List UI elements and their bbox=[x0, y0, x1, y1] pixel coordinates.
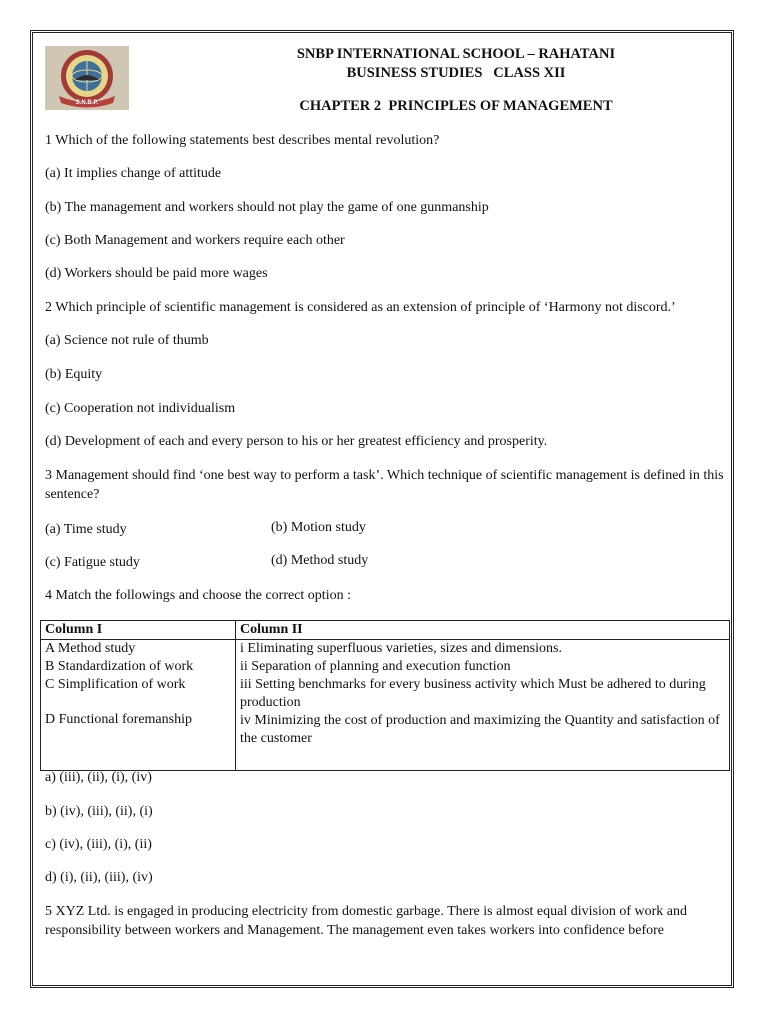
column-1-item: A Method study bbox=[45, 641, 136, 656]
question-4: 4 Match the followings and choose the correct option : bbox=[45, 588, 351, 603]
question-1: 1 Which of the following statements best describes mental revolution? bbox=[45, 133, 440, 148]
column-2-item: iii Setting benchmarks for every business activity which Must be adhered to during production bbox=[240, 677, 706, 710]
q3-option-d: (d) Method study bbox=[271, 553, 369, 568]
q4-option-d: d) (i), (ii), (iii), (iv) bbox=[45, 870, 153, 885]
q4-option-a: a) (iii), (ii), (i), (iv) bbox=[45, 770, 152, 785]
svg-text:S.N.B.P.: S.N.B.P. bbox=[75, 100, 99, 106]
q2-option-b: (b) Equity bbox=[45, 367, 103, 382]
q3-option-c: (c) Fatigue study bbox=[45, 555, 140, 570]
q2-option-c: (c) Cooperation not individualism bbox=[45, 401, 236, 416]
column-1-header: Column I bbox=[41, 621, 236, 640]
q1-option-c: (c) Both Management and workers require each other bbox=[45, 233, 345, 248]
school-name: SNBP INTERNATIONAL SCHOOL – RAHATANI bbox=[296, 46, 616, 62]
column-2-item: i Eliminating superfluous varieties, sizes and dimensions. bbox=[240, 641, 562, 656]
match-table-row bbox=[41, 640, 730, 771]
q2-option-a: (a) Science not rule of thumb bbox=[45, 333, 209, 348]
column-1-item: D Functional foremanship bbox=[45, 712, 192, 727]
q1-option-a: (a) It implies change of attitude bbox=[45, 166, 222, 181]
q3-option-a: (a) Time study bbox=[45, 522, 127, 537]
question-2: 2 Which principle of scientific management is considered as an extension of principle of ‘Harmony not discord.’ bbox=[45, 300, 676, 315]
q4-option-c: c) (iv), (iii), (i), (ii) bbox=[45, 837, 152, 852]
chapter-title: CHAPTER 2 PRINCIPLES OF MANAGEMENT bbox=[299, 98, 613, 114]
q1-option-d: (d) Workers should be paid more wages bbox=[45, 266, 268, 281]
q3-option-b: (b) Motion study bbox=[271, 520, 366, 535]
column-1-item: B Standardization of work bbox=[45, 659, 194, 674]
q1-option-b: (b) The management and workers should not play the game of one gunmanship bbox=[45, 200, 489, 215]
q4-option-b: b) (iv), (iii), (ii), (i) bbox=[45, 804, 153, 819]
q2-option-d: (d) Development of each and every person to his or her greatest efficiency and prosperity. bbox=[45, 434, 548, 449]
column-1-item: C Simplification of work bbox=[45, 677, 186, 692]
column-2-item: iv Minimizing the cost of production and maximizing the Quantity and satisfaction of the customer bbox=[240, 713, 720, 746]
match-table-header bbox=[41, 621, 730, 640]
column-2-header: Column II bbox=[236, 621, 730, 640]
column-2-item: ii Separation of planning and execution function bbox=[240, 659, 511, 674]
match-table bbox=[40, 620, 730, 771]
subject-class: BUSINESS STUDIES CLASS XII bbox=[346, 65, 566, 81]
question-5: 5 XYZ Ltd. is engaged in producing electricity from domestic garbage. There is almost equal division of work and responsibility between workers and Management. The management even takes workers into confidence before bbox=[45, 904, 688, 938]
question-3: 3 Management should find ‘one best way to perform a task’. Which technique of scientific management is defined in this sentence? bbox=[45, 468, 724, 502]
